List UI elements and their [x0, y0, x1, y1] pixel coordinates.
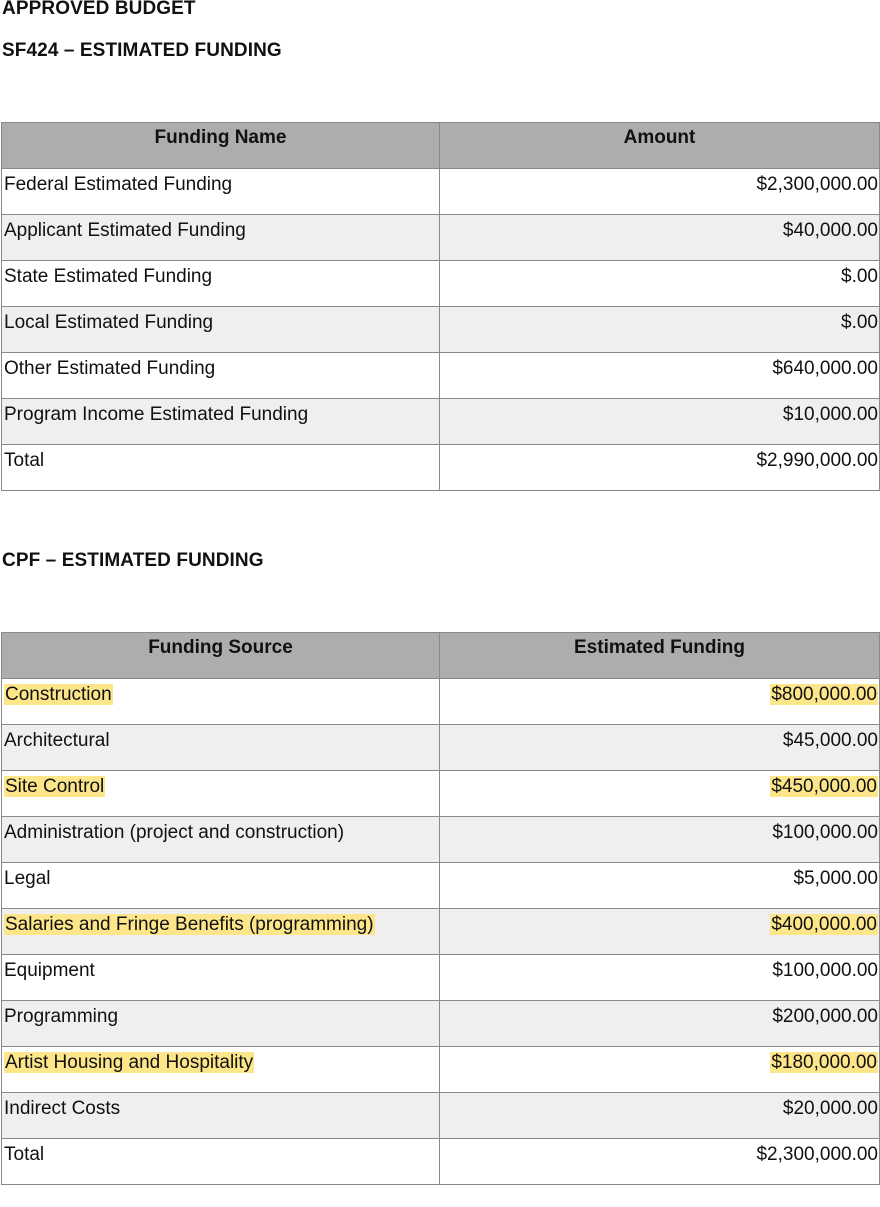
amount-text: $2,300,000.00 — [756, 174, 878, 195]
cell-funding-name — [2, 445, 440, 491]
funding-name-text: Total — [4, 1144, 45, 1165]
funding-name-text: Federal Estimated Funding — [4, 174, 233, 195]
amount-text: $10,000.00 — [782, 404, 878, 425]
cell-amount — [440, 1001, 880, 1047]
cell-funding-name — [2, 307, 440, 353]
cell-funding-name — [2, 261, 440, 307]
amount-text: $40,000.00 — [782, 220, 878, 241]
table-row — [2, 863, 880, 909]
amount-text: $450,000.00 — [771, 776, 877, 797]
cell-funding-name — [2, 399, 440, 445]
table-row — [2, 955, 880, 1001]
funding-name-text: Architectural — [4, 730, 110, 751]
column-header-amount: Amount — [440, 123, 880, 169]
amount-text: $100,000.00 — [772, 822, 878, 843]
table-row — [2, 353, 880, 399]
cell-funding-name — [2, 1047, 440, 1093]
table-header-row — [2, 633, 880, 679]
funding-name-text: Indirect Costs — [4, 1098, 121, 1119]
funding-name-text: Legal — [4, 868, 51, 889]
cell-amount — [440, 215, 880, 261]
cell-funding-name — [2, 863, 440, 909]
cell-amount — [440, 1093, 880, 1139]
cell-funding-name — [2, 771, 440, 817]
cell-funding-name — [2, 353, 440, 399]
table-row — [2, 1001, 880, 1047]
amount-text: $2,300,000.00 — [756, 1144, 878, 1165]
cell-amount — [440, 725, 880, 771]
table-row — [2, 771, 880, 817]
cell-funding-name — [2, 169, 440, 215]
section-heading-cpf: CPF – ESTIMATED FUNDING — [2, 550, 264, 571]
funding-name-text: Site Control — [5, 776, 105, 797]
table-row — [2, 445, 880, 491]
cell-funding-name — [2, 725, 440, 771]
funding-name-text: Applicant Estimated Funding — [4, 220, 246, 241]
amount-text: $.00 — [841, 266, 878, 287]
funding-name-text: Programming — [4, 1006, 119, 1027]
funding-name-text: State Estimated Funding — [4, 266, 213, 287]
funding-name-text: Equipment — [4, 960, 95, 981]
amount-text: $5,000.00 — [793, 868, 878, 889]
table-row — [2, 909, 880, 955]
table-row — [2, 817, 880, 863]
table-row — [2, 1139, 880, 1185]
cell-funding-name — [2, 909, 440, 955]
cell-funding-name — [2, 1139, 440, 1185]
table-row — [2, 307, 880, 353]
column-header-estimated-funding: Estimated Funding — [440, 633, 880, 679]
amount-text: $800,000.00 — [771, 684, 877, 705]
cell-funding-name — [2, 955, 440, 1001]
cell-funding-name — [2, 679, 440, 725]
funding-name-text: Program Income Estimated Funding — [4, 404, 309, 425]
funding-name-text: Other Estimated Funding — [4, 358, 216, 379]
section-heading-sf424: SF424 – ESTIMATED FUNDING — [2, 40, 282, 61]
funding-name-text: Total — [4, 450, 45, 471]
table-row — [2, 725, 880, 771]
funding-name-text: Administration (project and construction) — [4, 822, 345, 843]
cell-amount — [440, 771, 880, 817]
table-row — [2, 1047, 880, 1093]
cell-amount — [440, 307, 880, 353]
table-row — [2, 261, 880, 307]
page-title: APPROVED BUDGET — [2, 0, 196, 19]
cell-funding-name — [2, 1001, 440, 1047]
cell-amount — [440, 261, 880, 307]
amount-text: $180,000.00 — [771, 1052, 877, 1073]
cell-amount — [440, 909, 880, 955]
cell-amount — [440, 863, 880, 909]
cell-amount — [440, 445, 880, 491]
amount-text: $45,000.00 — [782, 730, 878, 751]
cell-amount — [440, 955, 880, 1001]
funding-name-text: Artist Housing and Hospitality — [5, 1052, 254, 1073]
table-header-row — [2, 123, 880, 169]
table-row — [2, 215, 880, 261]
table-row — [2, 1093, 880, 1139]
cell-amount — [440, 399, 880, 445]
cell-amount — [440, 817, 880, 863]
cell-amount — [440, 679, 880, 725]
cpf-funding-table — [1, 632, 880, 1185]
table-row — [2, 399, 880, 445]
amount-text: $20,000.00 — [782, 1098, 878, 1119]
table-row — [2, 169, 880, 215]
cell-funding-name — [2, 1093, 440, 1139]
funding-name-text: Construction — [5, 684, 112, 705]
column-header-funding-name: Funding Name — [2, 123, 440, 169]
amount-text: $.00 — [841, 312, 878, 333]
funding-name-text: Local Estimated Funding — [4, 312, 214, 333]
cell-amount — [440, 353, 880, 399]
cell-amount — [440, 169, 880, 215]
amount-text: $200,000.00 — [772, 1006, 878, 1027]
column-header-funding-source: Funding Source — [2, 633, 440, 679]
amount-text: $640,000.00 — [772, 358, 878, 379]
amount-text: $400,000.00 — [771, 914, 877, 935]
cell-funding-name — [2, 215, 440, 261]
cell-amount — [440, 1139, 880, 1185]
funding-name-text: Salaries and Fringe Benefits (programming) — [5, 914, 374, 935]
sf424-funding-table — [1, 122, 880, 491]
cell-funding-name — [2, 817, 440, 863]
table-row — [2, 679, 880, 725]
amount-text: $2,990,000.00 — [756, 450, 878, 471]
amount-text: $100,000.00 — [772, 960, 878, 981]
cell-amount — [440, 1047, 880, 1093]
